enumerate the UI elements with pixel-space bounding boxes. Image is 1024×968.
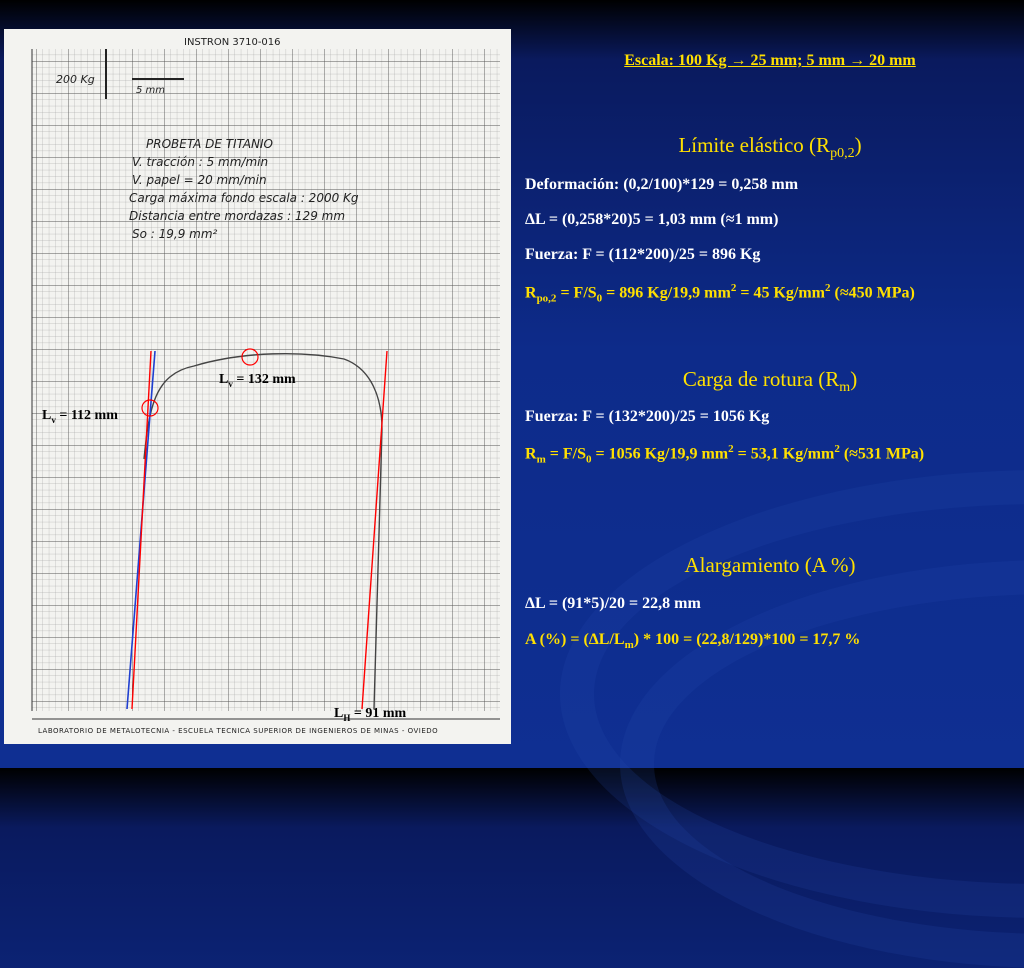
length-scale-label: 5 mm bbox=[136, 85, 166, 96]
lv-max-label: $L_v = 132$ mm bbox=[219, 372, 296, 389]
rupture-result: $R_m = F/S_0 = 1056$ Kg/19,9 $mm^2 = 53,1$ $Kg/mm^2$ (≈531 MPa) bbox=[525, 443, 925, 466]
section-title-yield: Límite elástico $(R_{p0,2})$ bbox=[678, 133, 862, 162]
yield-line-2: ΔL = (0,258*20)5 = 1,03 mm (≈1 mm) bbox=[525, 211, 779, 228]
scanned-chart-paper bbox=[4, 29, 511, 744]
calculations-panel bbox=[520, 0, 1024, 768]
section-title-rupture: Carga de rotura $(R_m)$ bbox=[682, 367, 858, 396]
note-line: So : 19,9 mm² bbox=[132, 227, 218, 241]
note-line: PROBETA DE TITANIO bbox=[146, 137, 273, 151]
note-line: Carga máxima fondo escala : 2000 Kg bbox=[129, 191, 359, 205]
rupture-line-1: Fuerza: F = (132*200)/25 = 1056 Kg bbox=[525, 408, 770, 425]
lh-label: $L_H = 91$ mm bbox=[334, 706, 407, 723]
note-line: V. papel = 20 mm/min bbox=[132, 173, 267, 187]
elongation-line-1: ΔL = (91*5)/20 = 22,8 mm bbox=[525, 595, 701, 612]
yield-line-3: Fuerza: F = (112*200)/25 = 896 Kg bbox=[525, 246, 761, 263]
note-line: Distancia entre mordazas : 129 mm bbox=[129, 209, 346, 223]
yield-line-1: Deformación: (0,2/100)*129 = 0,258 mm bbox=[525, 176, 799, 193]
lv-yield-label: $L_v = 112$ mm bbox=[42, 408, 118, 425]
scale-note: Escala: 100 Kg → 25 mm; 5 mm → 20 mm bbox=[624, 52, 916, 69]
note-line: V. tracción : 5 mm/min bbox=[132, 155, 269, 169]
paper-footer: LABORATORIO DE METALOTECNIA - ESCUELA TECNICA SUPERIOR DE INGENIEROS DE MINAS - OVIEDO bbox=[38, 727, 439, 735]
yield-result: $R_{po,2} = F/S_0 = 896$ Kg/19,9 $mm^2 = 45$ $Kg/mm^2$ (≈450 MPa) bbox=[525, 282, 915, 305]
instrument-label: INSTRON 3710-016 bbox=[184, 37, 281, 48]
elongation-result: A (%) = $(\Delta L/L_m) * 100 = (22,8/129)*100 = 17,7$ % bbox=[525, 631, 861, 652]
section-title-elongation: Alargamiento (A %) bbox=[684, 553, 856, 577]
load-scale-label: 200 Kg bbox=[56, 73, 95, 86]
